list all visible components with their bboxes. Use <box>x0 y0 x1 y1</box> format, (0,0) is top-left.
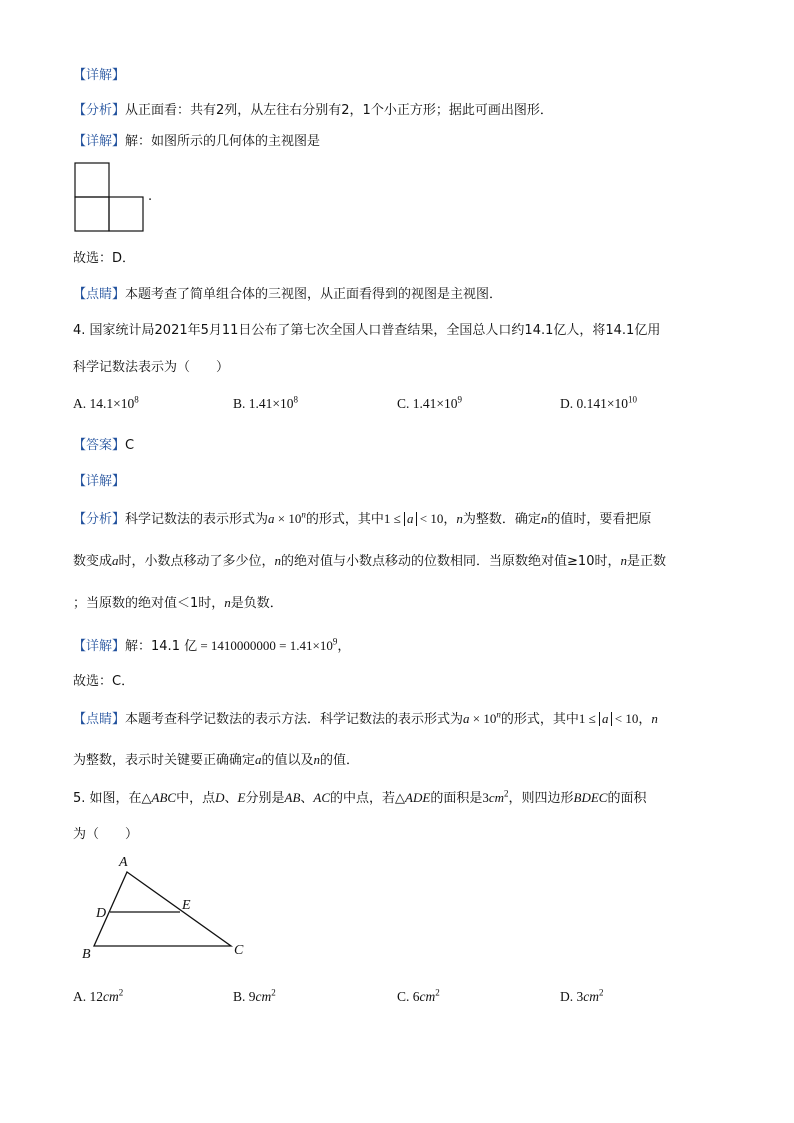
q4-detail-heading: 【详解】 <box>73 474 126 489</box>
square-bottom-left <box>75 197 109 231</box>
q3-detail-heading: 【详解】 <box>73 68 126 83</box>
q4-stem-line2: 科学记数法表示为（ ） <box>73 360 230 375</box>
q5-option-c: C. $6cm^2$ <box>397 987 440 1004</box>
q4-option-b: B. $1.41\times 10^8$ <box>233 394 299 411</box>
triangle-figure <box>78 850 258 965</box>
q5-stem-line1: 5. 如图，在△ABC中，点D、E分别是AB、AC的中点，若△ADE的面积是$3cm^2$，则四边形BDEC的面积 <box>73 788 647 806</box>
q3-detail: 【详解】解：如图所示的几何体的主视图是 <box>73 134 321 149</box>
label-d: D <box>96 906 107 921</box>
q4-option-a: A. $14.1\times 10^8$ <box>73 394 139 411</box>
q4-stem-line1: 4. 国家统计局2021年5月11日公布了第七次全国人口普查结果，全国总人口约14.1亿人，将14.1亿用 <box>73 323 661 338</box>
front-view-figure <box>74 162 154 232</box>
q4-choice: 故选：C． <box>73 674 135 689</box>
q5-option-d: D. $3cm^2$ <box>560 987 604 1004</box>
q3-analysis: 【分析】从正面看：共有2列，从左往右分别有2，1个小正方形；据此可画出图形． <box>73 103 553 118</box>
q4-option-c: C. $1.41\times 10^9$ <box>397 394 463 411</box>
q4-analysis-line2: 数变成a时，小数点移动了多少位，n的绝对值与小数点移动的位数相同．当原数绝对值≥10时，n是正数 <box>73 553 666 569</box>
square-top-left <box>75 163 109 197</box>
q4-analysis-line3: ；当原数的绝对值＜1时，n是负数． <box>73 595 283 611</box>
q4-detail: 【详解】解：14.1 亿 = $1410000000 = 1.41\times 10^9$， <box>73 636 351 654</box>
square-bottom-right <box>109 197 143 231</box>
triangle-abc <box>94 872 231 946</box>
label-b: B <box>82 947 91 962</box>
label-c: C <box>234 943 244 958</box>
q3-comment: 【点睛】本题考查了简单组合体的三视图，从正面看得到的视图是主视图． <box>73 287 503 302</box>
label-e: E <box>182 898 191 913</box>
q4-comment-line1: 【点睛】本题考查科学记数法的表示方法．科学记数法的表示形式为$a \times 10^n$的形式，其中1 ≤ a < 10，n <box>73 709 658 727</box>
q5-option-b: B. $9cm^2$ <box>233 987 276 1004</box>
q5-stem-line2: 为（ ） <box>73 827 139 842</box>
q4-answer: 【答案】C <box>73 438 135 453</box>
q4-option-d: D. $0.141\times 10^{10}$ <box>560 394 637 411</box>
q5-option-a: A. $12cm^2$ <box>73 987 124 1004</box>
figure-period: . <box>148 189 153 204</box>
q3-choice: 故选：D． <box>73 251 136 266</box>
q4-analysis-line1: 【分析】科学记数法的表示形式为$a \times 10^n$的形式，其中1 ≤ a < 10，n为整数．确定n的值时，要看把原 <box>73 509 652 527</box>
q4-comment-line2: 为整数，表示时关键要正确确定a的值以及n的值． <box>73 752 360 768</box>
label-a: A <box>119 855 128 870</box>
